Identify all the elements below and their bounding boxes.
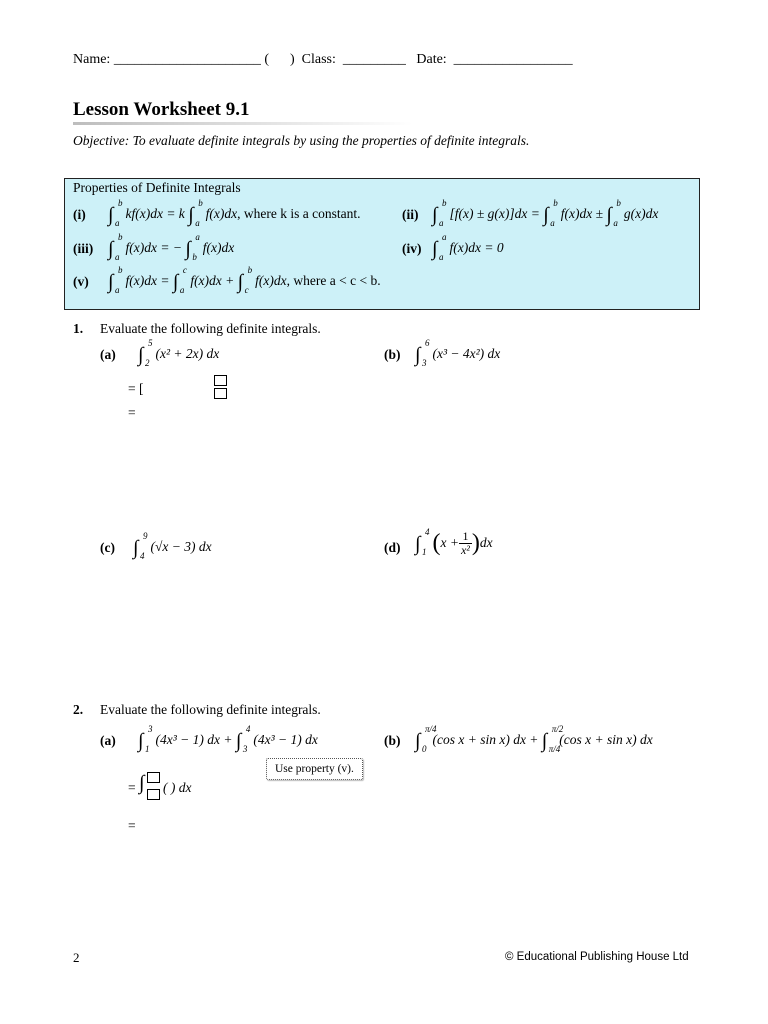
q1c-label: (c) bbox=[100, 540, 115, 555]
property-ii-formula: ∫ b a [f(x) ± g(x)]dx = ∫ b a f(x)dx ± ∫ b a g(x)dx bbox=[432, 198, 659, 228]
q1a-step2: = bbox=[128, 405, 136, 420]
hint-callout: Use property (v). bbox=[266, 758, 363, 780]
property-label-ii: (ii) bbox=[402, 207, 419, 222]
property-v-formula: ∫ b a f(x)dx = ∫ c a f(x)dx + ∫ b c f(x)dx, where a < c < b. bbox=[108, 265, 381, 295]
title-underline bbox=[73, 122, 413, 125]
page-number: 2 bbox=[73, 950, 80, 965]
upper-limit-box[interactable] bbox=[214, 375, 227, 386]
q1b-integral: ∫ 6 3 (x³ − 4x²) dx bbox=[415, 338, 501, 368]
property-label-iv: (iv) bbox=[402, 241, 422, 256]
property-label-iii: (iii) bbox=[73, 241, 94, 256]
property-label-i: (i) bbox=[73, 207, 86, 222]
worksheet-title: Lesson Worksheet 9.1 bbox=[73, 99, 250, 120]
student-info-line: Name: _____________________ ( ) Class: _________ Date: _________________ bbox=[73, 52, 573, 67]
q2a-step1-equals: = bbox=[128, 780, 136, 795]
q1b-label: (b) bbox=[384, 347, 401, 362]
q1c-integral: ∫ 9 4 (√x − 3) dx bbox=[133, 531, 212, 561]
q2b-integral: ∫ π/4 0 (cos x + sin x) dx + ∫ π/2 π/4 (cos x + sin x) dx bbox=[415, 724, 653, 754]
q1a-integral: ∫ 5 2 (x² + 2x) dx bbox=[138, 338, 220, 368]
q1a-limit-boxes bbox=[214, 375, 227, 399]
q1a-label: (a) bbox=[100, 347, 116, 362]
q2a-limit-boxes bbox=[147, 772, 160, 800]
upper-limit-box[interactable] bbox=[147, 772, 160, 783]
question-1-number: 1. bbox=[73, 321, 84, 336]
property-iii-formula: ∫ b a f(x)dx = − ∫ a b f(x)dx bbox=[108, 232, 235, 262]
q1d-label: (d) bbox=[384, 540, 401, 555]
objective: Objective: To evaluate definite integrals by using the properties of definite integrals. bbox=[73, 133, 530, 148]
q2a-step1-integral-sign: ∫ bbox=[139, 772, 145, 794]
question-2-text: Evaluate the following definite integrals. bbox=[100, 702, 321, 717]
property-label-v: (v) bbox=[73, 274, 89, 289]
question-1-text: Evaluate the following definite integrals. bbox=[100, 321, 321, 336]
q2b-label: (b) bbox=[384, 733, 401, 748]
property-iv-formula: ∫ a a f(x)dx = 0 bbox=[432, 232, 504, 262]
q2a-step1-expression: ( ) dx bbox=[163, 780, 192, 795]
q2a-step2: = bbox=[128, 818, 136, 833]
lower-limit-box[interactable] bbox=[214, 388, 227, 399]
properties-title: Properties of Definite Integrals bbox=[73, 180, 241, 195]
q2a-integral: ∫ 3 1 (4x³ − 1) dx + ∫ 4 3 (4x³ − 1) dx bbox=[138, 724, 318, 754]
q1a-step1: = [ bbox=[128, 381, 144, 396]
copyright: © Educational Publishing House Ltd bbox=[505, 951, 689, 963]
property-i-formula: ∫ b a kf(x)dx = k ∫ b a f(x)dx, where k is a constant. bbox=[108, 198, 361, 228]
lower-limit-box[interactable] bbox=[147, 789, 160, 800]
question-2-number: 2. bbox=[73, 702, 84, 717]
q2a-label: (a) bbox=[100, 733, 116, 748]
q1d-integral: ∫ 4 1 (x + $\frac{1}{\text{x²}}$ )dx bbox=[415, 526, 493, 558]
